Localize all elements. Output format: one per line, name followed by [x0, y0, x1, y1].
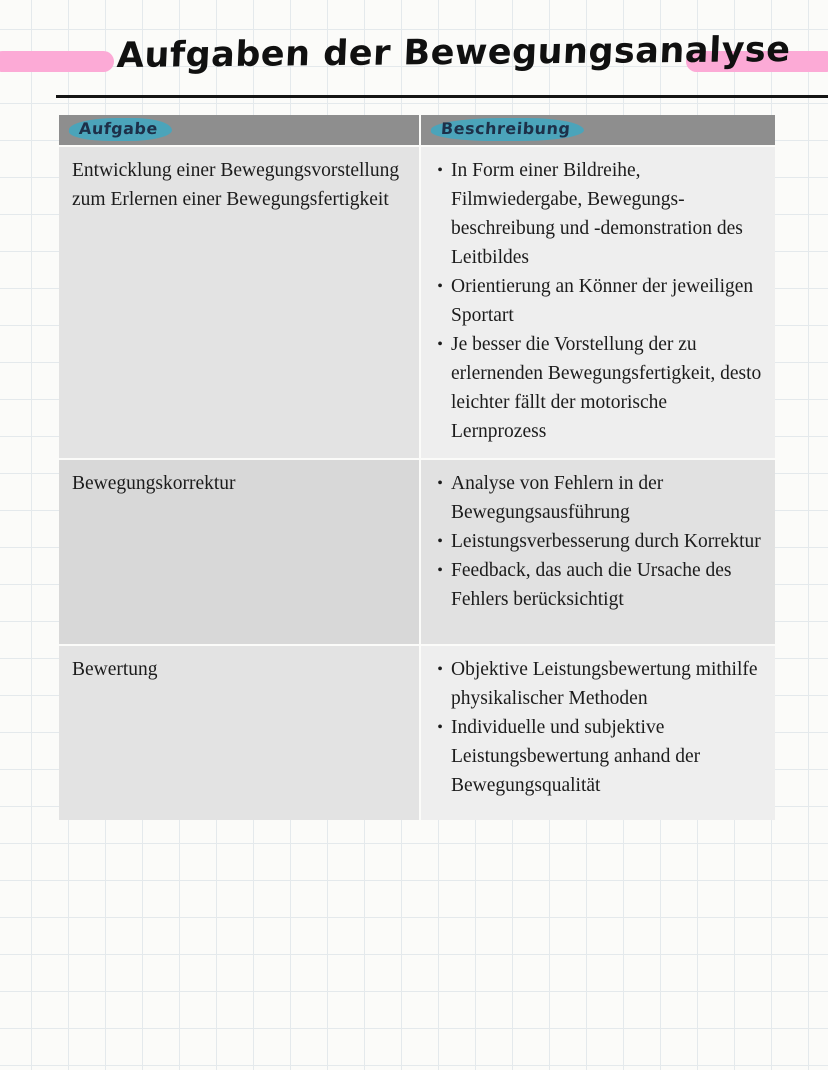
bullet-dot: •	[437, 475, 443, 492]
bullet-text: Analyse von Fehlern in der Bewegungsausführung	[451, 473, 664, 523]
task-cell	[59, 646, 419, 820]
bullet-dot: •	[437, 162, 443, 179]
list-item	[429, 713, 767, 800]
list-item	[429, 469, 767, 527]
bullet-dot: •	[437, 562, 443, 579]
task-cell	[59, 147, 419, 458]
list-item	[429, 330, 767, 446]
bullet-dot: •	[437, 278, 443, 295]
page-title: Aufgaben der Bewegungsanalyse	[115, 30, 792, 76]
tasks-table	[59, 115, 775, 820]
task-text: Bewertung	[72, 659, 158, 680]
bullet-text: Leistungsverbesserung durch Korrektur	[451, 531, 761, 552]
title-underline	[56, 95, 828, 98]
bullet-text: Feedback, das auch die Ursache des Fehlers berücksichtigt	[451, 560, 732, 610]
table-header-row	[59, 115, 775, 147]
task-text: Bewegungskorrektur	[72, 473, 236, 494]
bullet-text: Orientierung an Könner der jeweiligen Sportart	[451, 276, 754, 326]
bullet-dot: •	[437, 336, 443, 353]
bullet-dot: •	[437, 719, 443, 736]
bullet-text: Je besser die Vorstellung der zu erlernenden Bewegungsfertigkeit, desto leichter fällt der motorische Lernprozess	[451, 334, 762, 442]
header-label-aufgabe: Aufgabe	[68, 118, 172, 141]
description-cell	[419, 646, 775, 820]
table-row	[59, 460, 775, 646]
list-item	[429, 655, 767, 713]
header-label-beschreibung: Beschreibung	[430, 118, 585, 141]
description-cell	[419, 147, 775, 458]
bullet-dot: •	[437, 661, 443, 678]
bullet-text: Individuelle und subjektive Leistungsbewertung anhand der Bewegungsqualität	[451, 717, 701, 796]
bullet-text: Objektive Leistungsbewertung mithilfe physikalischer Methoden	[451, 659, 758, 709]
bullet-dot: •	[437, 533, 443, 550]
header-cell-aufgabe	[59, 115, 419, 145]
task-text: Entwicklung einer Bewegungsvorstellung zum Erlernen einer Bewegungsfertigkeit	[72, 160, 400, 210]
task-cell	[59, 460, 419, 644]
list-item	[429, 556, 767, 614]
table-row	[59, 646, 775, 820]
list-item	[429, 156, 767, 272]
description-cell	[419, 460, 775, 644]
pink-highlighter-left	[0, 51, 114, 72]
bullet-text: In Form einer Bildreihe, Filmwiedergabe, Bewegungsbeschreibung und -demonstration des Leitbildes	[451, 160, 743, 268]
header-cell-beschreibung	[419, 115, 775, 145]
table-row	[59, 147, 775, 460]
list-item	[429, 272, 767, 330]
list-item	[429, 527, 767, 556]
